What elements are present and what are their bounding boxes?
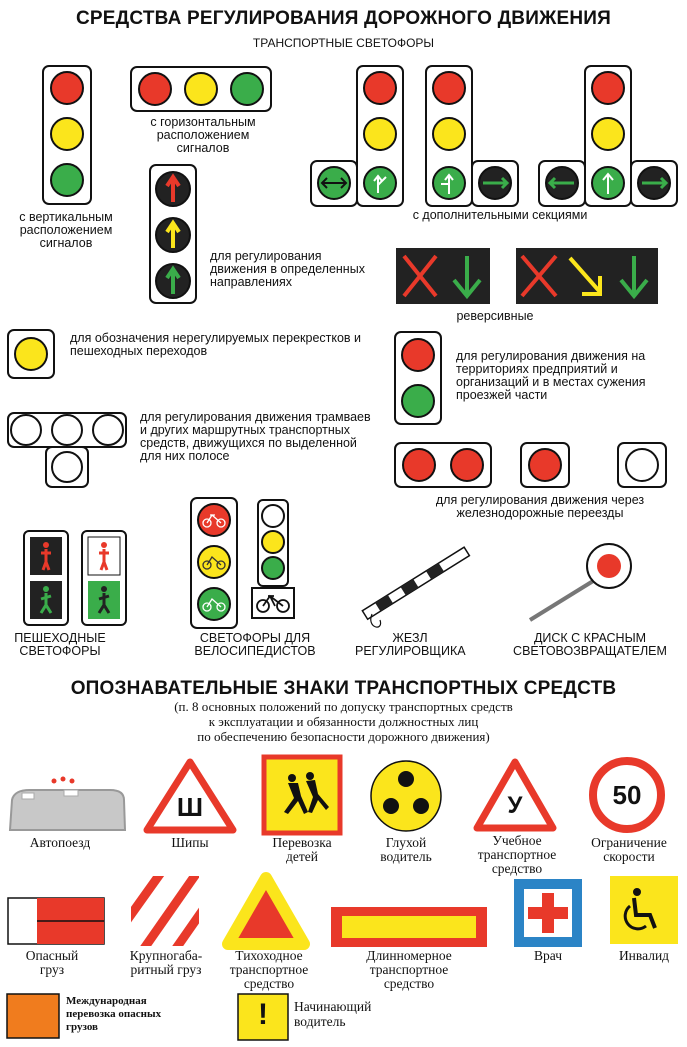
- caption-dangerous: Опасный груз: [25, 948, 79, 977]
- children-sign: [264, 757, 340, 833]
- caption-railway: для регулирования движения через железнодорожные переезды: [435, 493, 645, 520]
- additional-sections-light-3: [539, 66, 677, 206]
- two-section-light: [395, 332, 441, 424]
- signs-subtitle-1: (п. 8 основных положений по допуску транспортных средств: [174, 699, 513, 714]
- caption-doctor: Врач: [534, 948, 562, 963]
- bicycle-lights: [191, 498, 294, 628]
- international-sign: [7, 994, 59, 1038]
- pedestrian-lights: [24, 531, 126, 625]
- tram-traffic-light: [8, 413, 126, 487]
- disabled-sign: [610, 876, 678, 944]
- caption-international: Международная перевозка опасных грузов: [66, 995, 162, 1033]
- caption-speed: Ограничение скорости: [591, 835, 667, 864]
- long-sign: [331, 907, 487, 947]
- caption-reversible: реверсивные: [456, 309, 534, 323]
- page-subtitle: ТРАНСПОРТНЫЕ СВЕТОФОРЫ: [252, 36, 435, 50]
- reversible-lights: [396, 248, 658, 304]
- caption-baton: ЖЕЗЛ РЕГУЛИРОВЩИКА: [355, 631, 466, 658]
- training-letter: У: [507, 792, 523, 819]
- studs-letter: Ш: [176, 792, 204, 822]
- caption-directions: для регулирования движения в определенных направлениях: [210, 249, 365, 289]
- road-train-sign: [10, 777, 125, 831]
- caption-road-train: Автопоезд: [29, 835, 91, 850]
- additional-sections-light-2: [426, 66, 518, 206]
- additional-sections-light-1: [311, 66, 403, 206]
- caption-slow: Тихоходное транспортное средство: [229, 948, 309, 991]
- caption-disk: ДИСК С КРАСНЫМ СВЕТОВОЗВРАЩАТЕЛЕМ: [513, 631, 667, 658]
- caption-studs: Шипы: [171, 835, 209, 850]
- speed-value: 50: [612, 780, 642, 810]
- page-title: СРЕДСТВА РЕГУЛИРОВАНИЯ ДОРОЖНОГО ДВИЖЕНИЯ: [76, 8, 611, 29]
- caption-unregulated: для обозначения нерегулируемых перекрестков и пешеходных переходов: [70, 331, 362, 358]
- caption-oversized: Крупногаба-ритный груз: [129, 948, 203, 977]
- caption-horizontal: с горизонтальным расположением сигналов: [150, 115, 256, 155]
- caption-disabled: Инвалид: [618, 948, 670, 963]
- caption-long: Длинномерное транспортное средство: [366, 948, 452, 991]
- slow-sign: [228, 878, 304, 944]
- caption-deaf: Глухой водитель: [380, 835, 432, 864]
- signs-subtitle-3: по обеспечению безопасности дорожного движения): [197, 729, 490, 744]
- caption-children: Перевозка детей: [272, 835, 332, 864]
- caption-cyclists: СВЕТОФОРЫ ДЛЯ ВЕЛОСИПЕДИСТОВ: [194, 631, 316, 658]
- caption-training: Учебное транспортное средство: [477, 833, 557, 876]
- doctor-sign: [514, 879, 582, 947]
- caption-pedestrian: ПЕШЕХОДНЫЕ СВЕТОФОРЫ: [14, 631, 106, 658]
- caption-beginner: Начинающий водитель: [294, 999, 372, 1029]
- dangerous-sign: [8, 898, 104, 944]
- caption-additional: с дополнительными секциями: [412, 208, 588, 222]
- deaf-sign: [371, 761, 441, 831]
- vertical-traffic-light: [43, 66, 91, 204]
- disk-illustration: [530, 544, 631, 620]
- caption-vertical: с вертикальным расположением сигналов: [19, 210, 113, 250]
- caption-territories: для регулирования движения на территориях предприятий и организаций и в местах сужения проезжей части: [456, 349, 646, 402]
- railway-crossing-lights: [395, 443, 666, 487]
- direction-traffic-light: [150, 165, 196, 303]
- caption-trams: для регулирования движения трамваев и других маршрутных транспортных средств, движущихся по выделенной для них полосе: [140, 410, 371, 463]
- baton-illustration: [362, 547, 469, 627]
- beginner-mark: !: [258, 998, 268, 1031]
- horizontal-traffic-light: [131, 67, 271, 111]
- signs-subtitle-2: к эксплуатации и обязанности должностных лиц: [208, 714, 479, 729]
- single-yellow-light: [8, 330, 54, 378]
- signs-title: ОПОЗНАВАТЕЛЬНЫЕ ЗНАКИ ТРАНСПОРТНЫХ СРЕДСТВ: [70, 678, 617, 699]
